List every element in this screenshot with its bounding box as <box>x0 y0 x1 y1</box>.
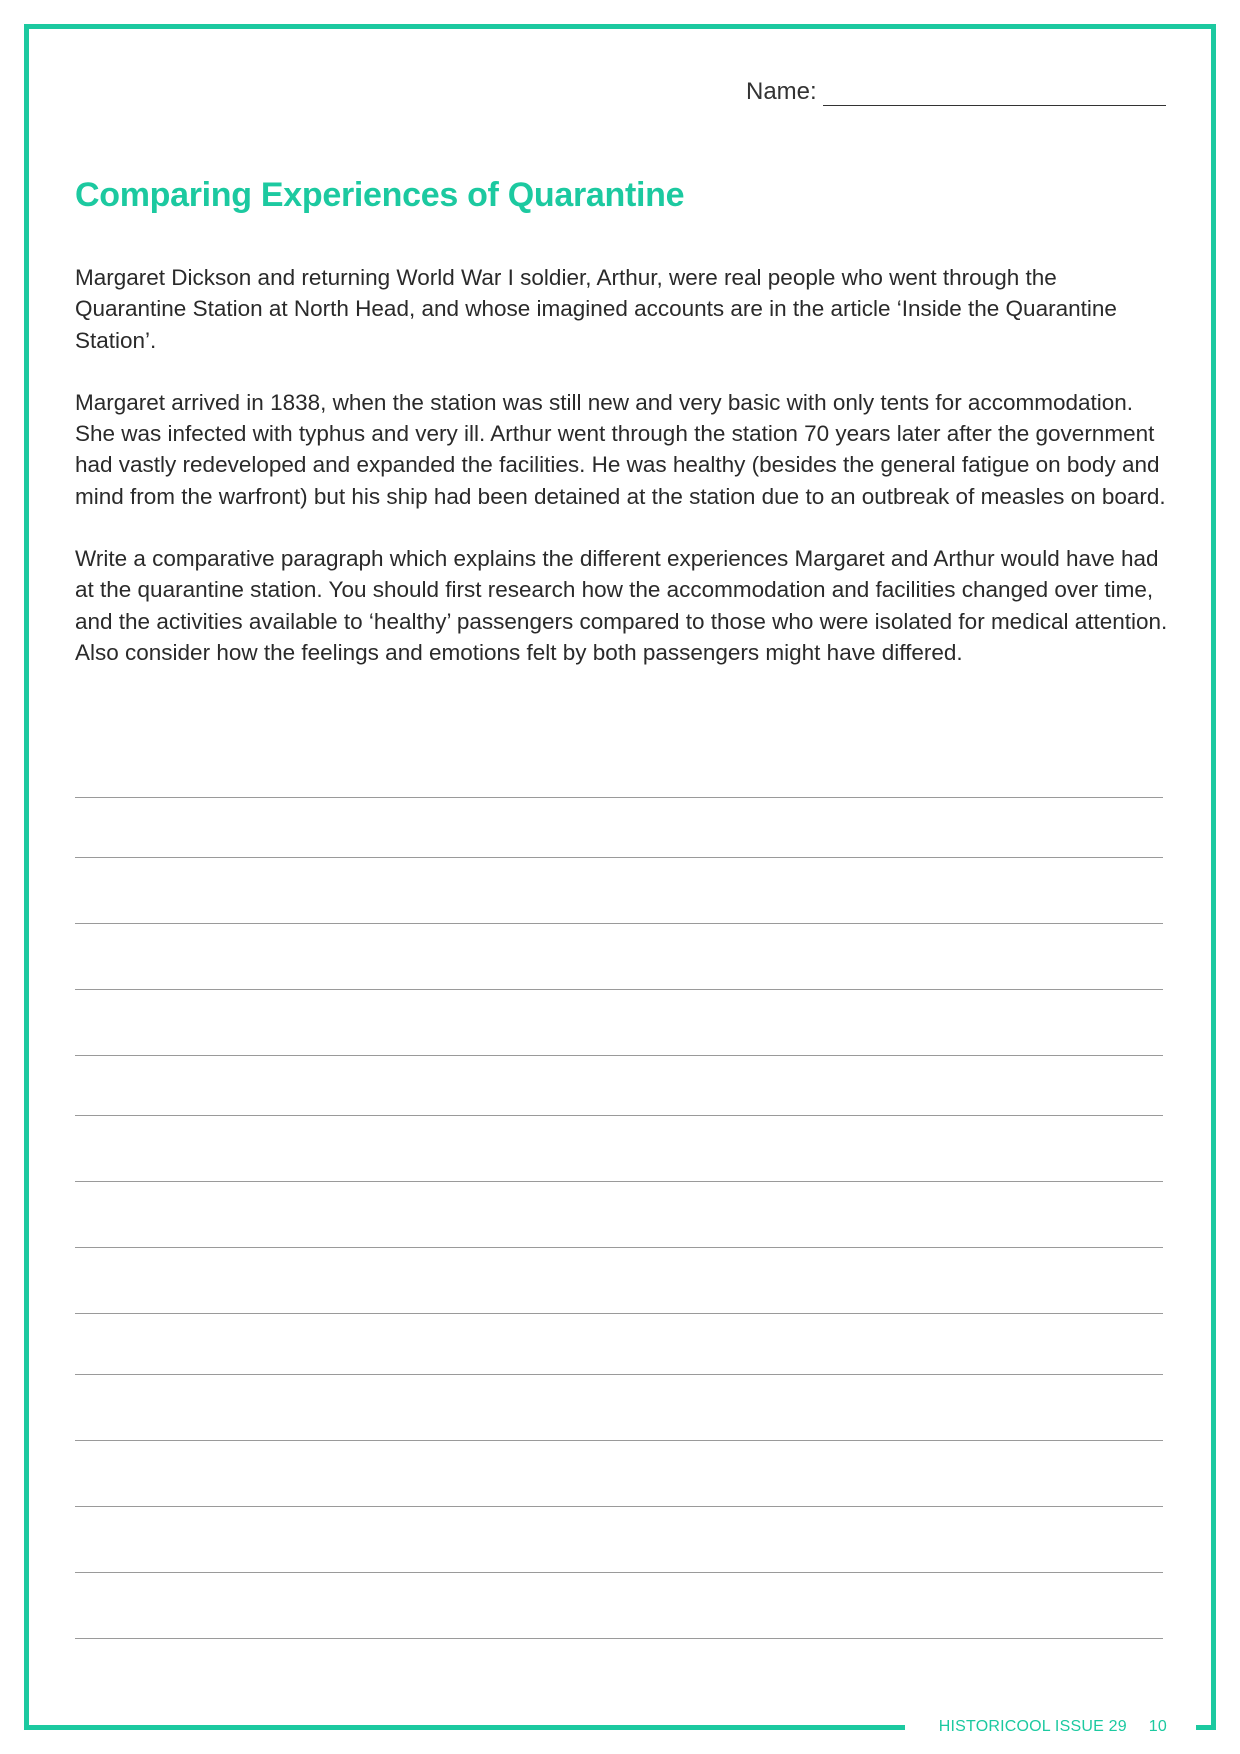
page-border-top <box>24 24 1216 29</box>
name-label: Name: <box>746 78 817 105</box>
page-number: 10 <box>1148 1718 1167 1735</box>
page-border-bottom <box>24 1725 905 1730</box>
writing-line[interactable] <box>75 1638 1163 1639</box>
paragraph-intro: Margaret Dickson and returning World War I soldier, Arthur, were real people who went through the Quarantine Station at North Head, and whose imagined accounts are in the article ‘Inside the Quarantine Station’. <box>75 265 1117 353</box>
instructions <box>75 262 1170 699</box>
writing-line[interactable] <box>75 989 1163 990</box>
writing-line[interactable] <box>75 1181 1163 1182</box>
writing-line[interactable] <box>75 1440 1163 1441</box>
writing-line[interactable] <box>75 1055 1163 1056</box>
page-footer <box>905 1714 1196 1740</box>
writing-line[interactable] <box>75 1313 1163 1314</box>
publication-name: HISTORICOOL ISSUE 29 <box>938 1718 1127 1735</box>
writing-line[interactable] <box>75 923 1163 924</box>
paragraph-context: Margaret arrived in 1838, when the station was still new and very basic with only tents for accommodation. She was infected with typhus and very ill. Arthur went through the station 70 years later after the government had vastly redeveloped and expanded the facilities. He was healthy (besides the general fatigue on body and mind from the warfront) but his ship had been detained at the station due to an outbreak of measles on board. <box>75 389 1166 509</box>
page-border-right <box>1211 24 1216 1730</box>
page-border-left <box>24 24 29 1730</box>
writing-line[interactable] <box>75 1115 1163 1116</box>
writing-line[interactable] <box>75 1247 1163 1248</box>
name-field <box>746 78 1166 106</box>
page-border-bottom-end <box>1196 1725 1216 1730</box>
writing-line[interactable] <box>75 1374 1163 1375</box>
writing-line[interactable] <box>75 857 1163 858</box>
name-write-line[interactable] <box>823 79 1166 106</box>
writing-line[interactable] <box>75 797 1163 798</box>
writing-line[interactable] <box>75 1572 1163 1573</box>
paragraph-task: Write a comparative paragraph which explains the different experiences Margaret and Arthur would have had at the quarantine station. You should first research how the accommodation and facilities changed over time, and the activities available to ‘healthy’ passengers compared to those who were isolated for medical attention. Also consider how the feelings and emotions felt by both passengers might have differed. <box>75 546 1168 665</box>
writing-line[interactable] <box>75 1506 1163 1507</box>
page-title: Comparing Experiences of Quarantine <box>75 176 685 214</box>
